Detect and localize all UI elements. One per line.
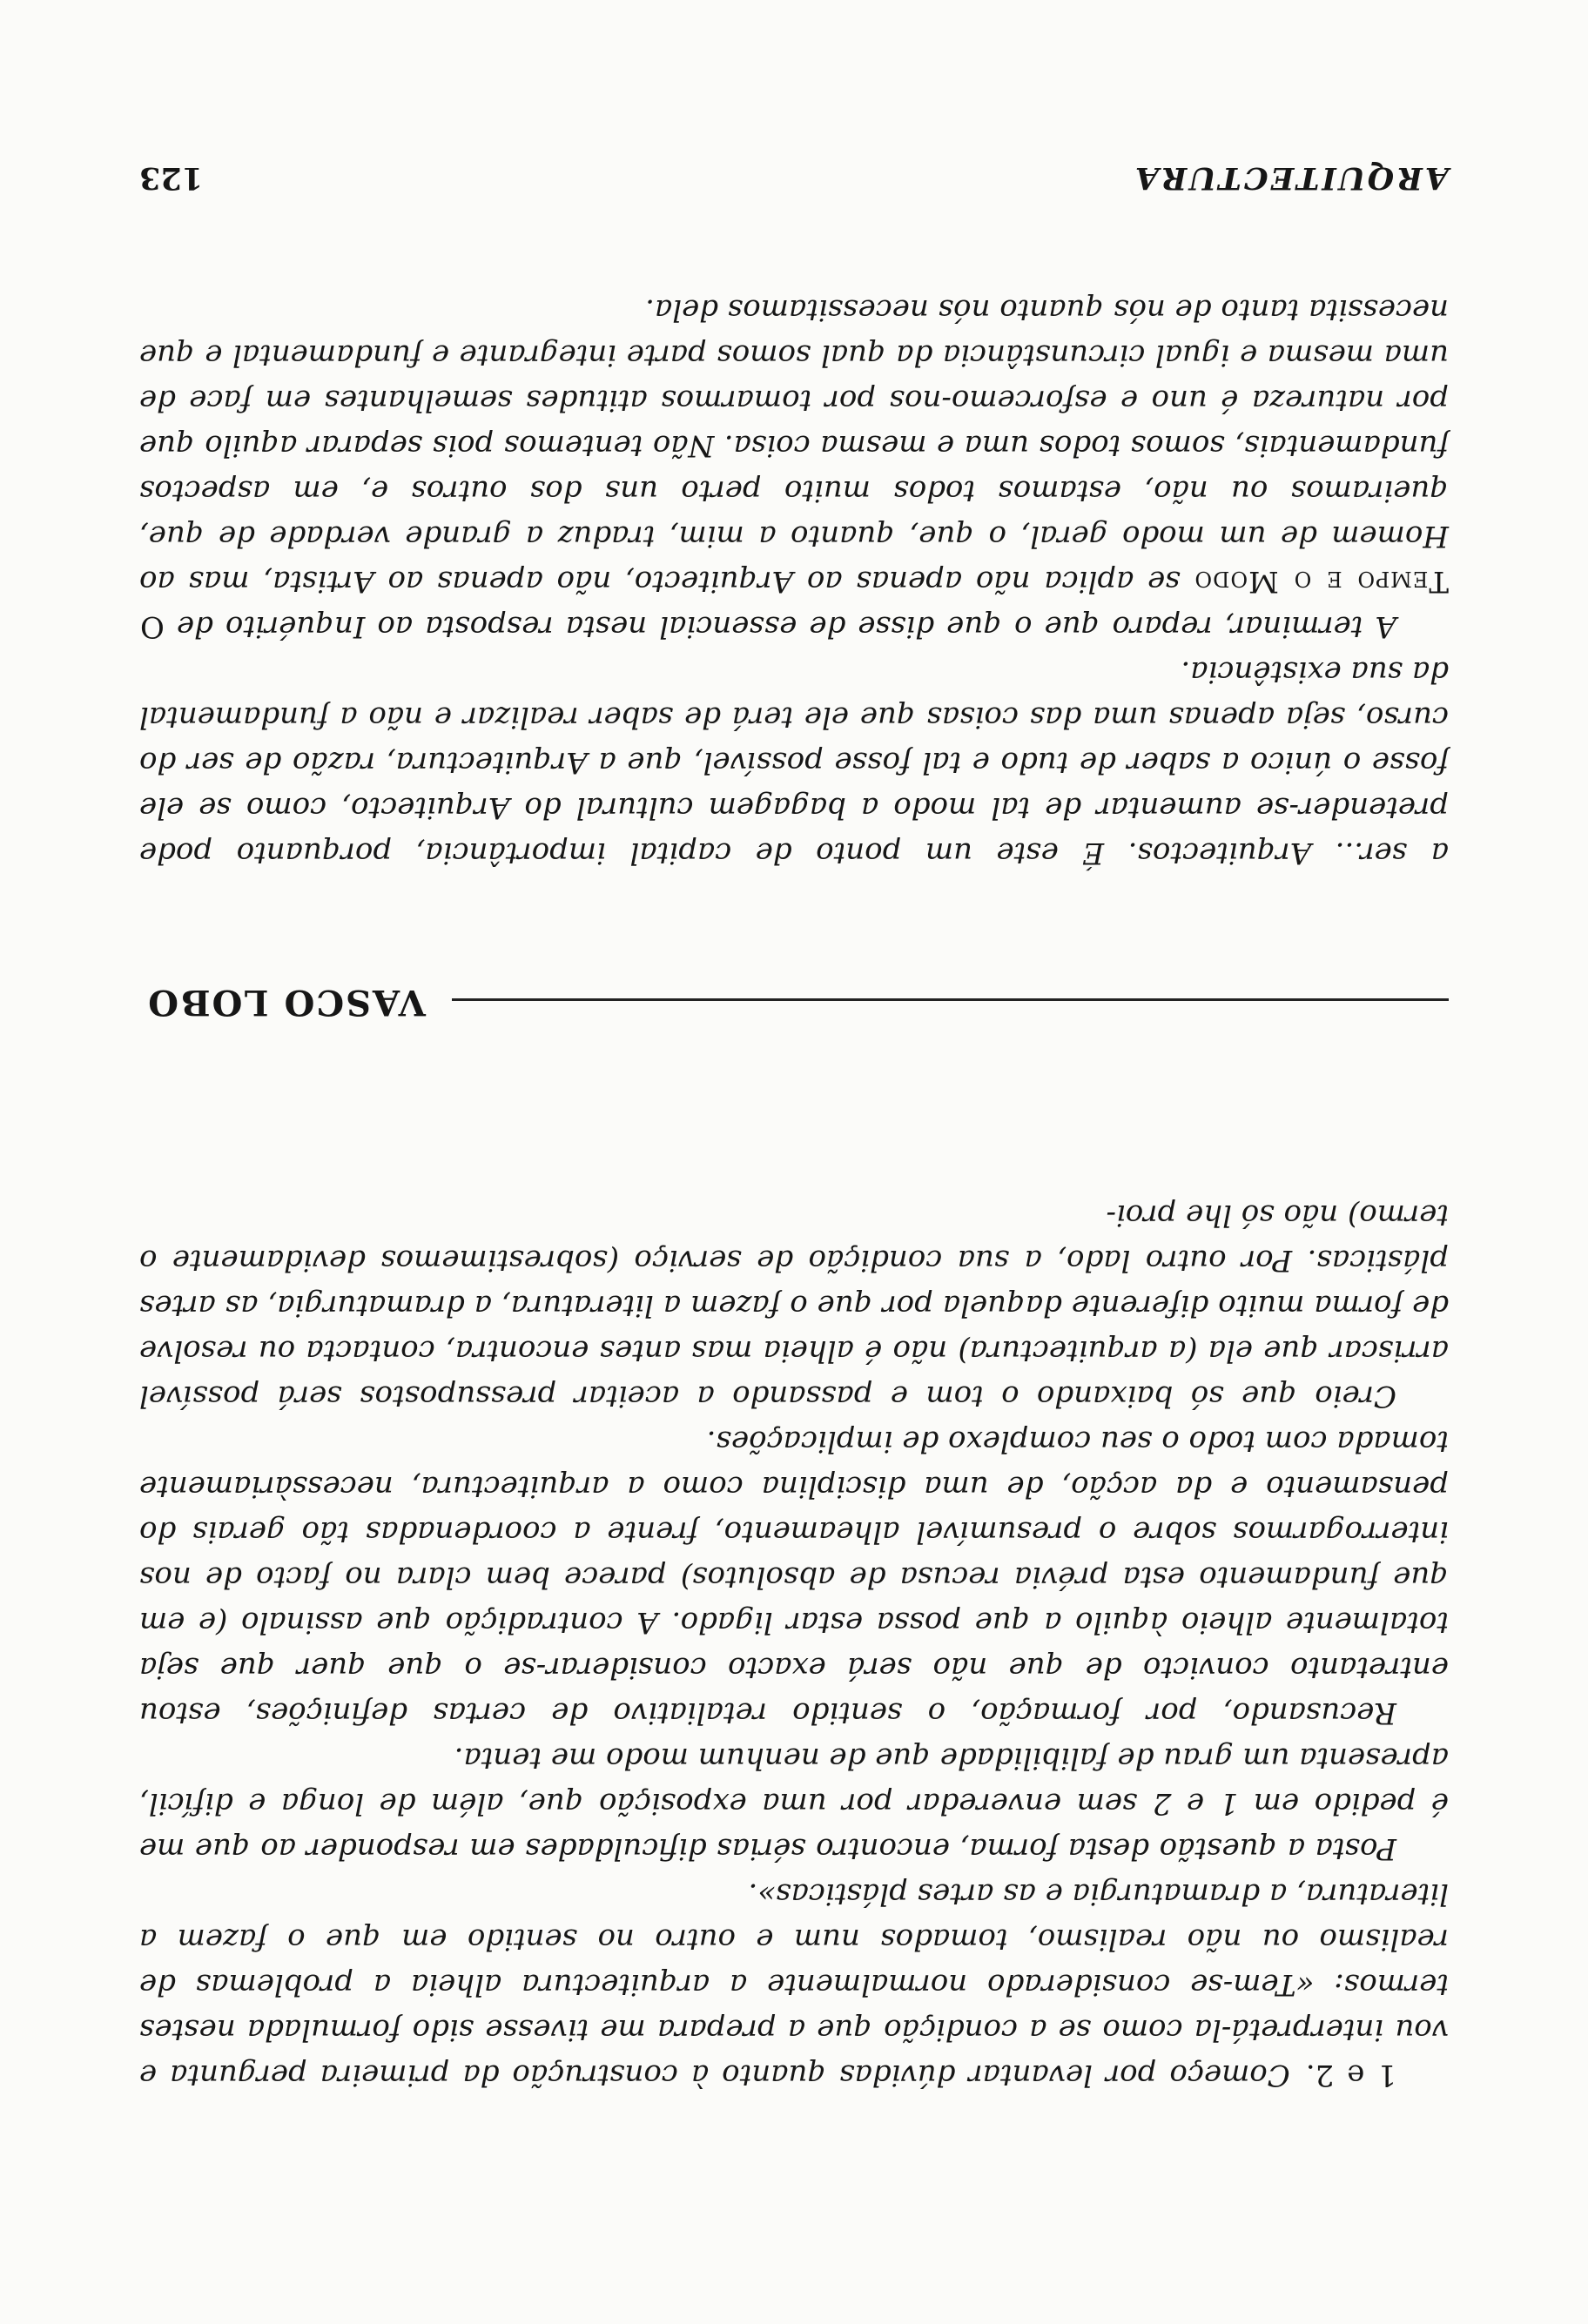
text-block-top	[139, 287, 1449, 876]
paragraph	[139, 1871, 1449, 2098]
paragraph-text: Começo por levantar dúvidas quanto à construção da primeira pergunta e vou interpretá-la como se a condição que a prepara me tivesse sido formulada nestes termos: «Tem-se considerado normalmente a arquitectura alheia a problemas de realismo ou não realismo, tomados num e outro no sentido em que o fazem a literatura, a dramaturgia e as artes plásticas».	[139, 1877, 1449, 2092]
paragraph	[139, 287, 1449, 649]
paragraph-text: se aplica não apenas ao Arquitecto, não apenas ao Artista, mas ao Homem de um modo geral, o que, quanto a mim, traduz a grande verdade de que, queiramos ou não, estamos todos muito perto uns dos outros e, em aspectos fundamentais, somos todos uma e mesma coisa. Não tentemos pois separar aquilo que por natureza é uno e esforcemo-nos por tomarmos atitudes semelhantes em face de uma mesma e igual circunstância da qual somos parte integrante e fundamental e que necessita tanto de nós quanto nós necessitamos dela.	[139, 292, 1449, 599]
author-rule	[452, 998, 1449, 1001]
running-title: ARQUITECTURA	[1132, 160, 1449, 196]
section-number: 1 e 2.	[1305, 2058, 1396, 2092]
page-header	[139, 152, 1449, 196]
paragraph: Creio que só baixando o tom e passando a aceitar pressupostos será possível arriscar que ela (a arquitectura) não é alheia mas antes encontra, contacta ou resolve de forma muito diferente daquela por que o fazem a literatura, a dramaturgia, as artes plásticas. Por outro lado, a sua condição de serviço (sobrestimemos devidamente o termo) não só lhe proi-	[139, 1198, 1449, 1414]
journal-title: O Tempo e o Modo	[139, 564, 1449, 644]
author-name: VASCO LOBO	[146, 982, 426, 1023]
text-block-bottom	[139, 1192, 1449, 2098]
paragraph-text: A terminar, reparo que o que disse de essencial nesta resposta ao Inquérito de	[176, 609, 1396, 644]
page-number: 123	[139, 160, 204, 196]
paragraph: Recusando, por formação, o sentido retaliativo de certas definições, estou entretanto convicto de que não será exacto considerar-se o que quer que seja totalmente alheio àquilo a que possa estar ligado. A contradição que assinalo (e em que fundamento esta prévia recusa de absolutos) parece bem clara no facto de nos interrogarmos sobre o presumível alheamento, frente a coordenadas tão gerais do pensamento e da acção, de uma disciplina como a arquitectura, necessàriamente tomada com todo o seu complexo de implicações.	[139, 1424, 1449, 1730]
paragraph: Posta a questão desta forma, encontro sérias dificuldades em responder ao que me é pedido em 1 e 2 sem enveredar por uma exposição que, além de longa e difícil, apresenta um grau de falibilidade que de nenhum modo me tenta.	[139, 1741, 1449, 1866]
paragraph: a ser... Arquitectos. É este um ponto de capital importância, porquanto pode pretender-se aumentar de tal modo a bagagem cultural do Arquitecto, como se ele fosse o único a saber de tudo e tal fosse possível, que a Arquitectura, razão de ser do curso, seja apenas uma das coisas que ele terá de saber realizar e não a fundamental da sua existência.	[139, 655, 1449, 870]
